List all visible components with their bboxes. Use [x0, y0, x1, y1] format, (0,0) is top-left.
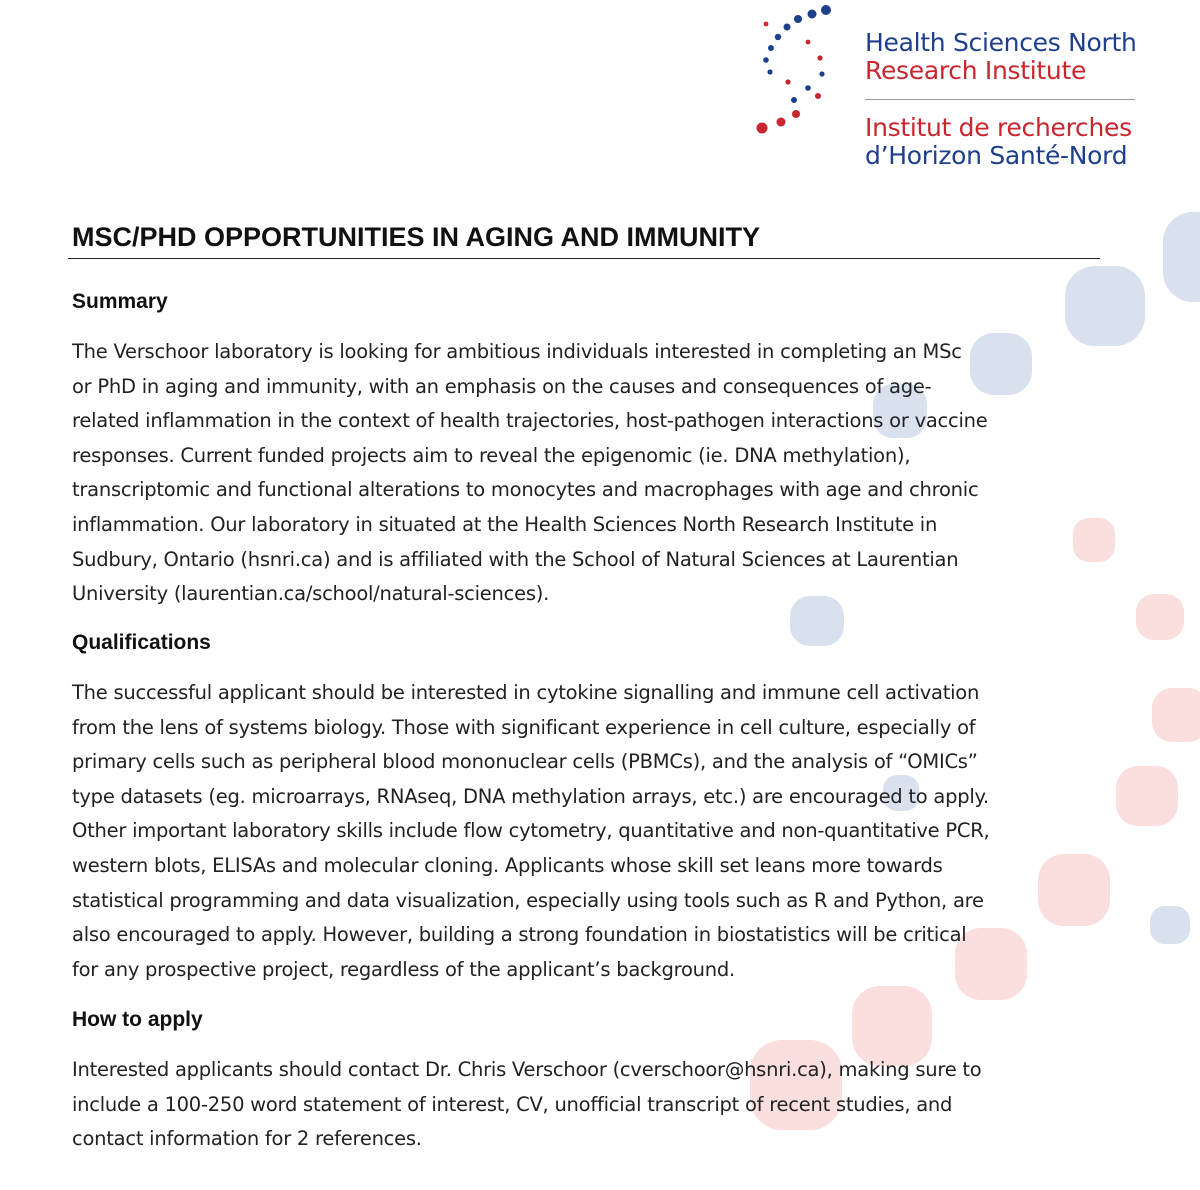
- paragraph-line: Interested applicants should contact Dr. Chris Verschoor (cverschoor@hsnri.ca), making sure to: [72, 1058, 982, 1081]
- paragraph-line: Sudbury, Ontario (hsnri.ca) and is affiliated with the School of Natural Sciences at Laurentian: [72, 547, 959, 571]
- org-name-en-line2: Research Institute: [865, 56, 1087, 85]
- paragraph-line: transcriptomic and functional alterations to monocytes and macrophages with age and chronic: [72, 478, 979, 502]
- paragraph-line: type datasets (eg. microarrays, RNAseq, DNA methylation arrays, etc.) are encouraged to apply.: [72, 784, 989, 808]
- paragraph-line: or PhD in aging and immunity, with an emphasis on the causes and consequences of age-: [72, 374, 932, 398]
- paragraph-line: include a 100-250 word statement of interest, CV, unofficial transcript of recent studies, and: [72, 1092, 953, 1116]
- document-title: MSC/PHD OPPORTUNITIES IN AGING AND IMMUNITY: [72, 222, 761, 252]
- institute-logo: [748, 0, 1148, 180]
- paragraph-line: also encouraged to apply. However, building a strong foundation in biostatistics will be critical: [72, 923, 967, 947]
- org-name-fr-line1: Institut de recherches: [865, 113, 1132, 142]
- logo-divider: [865, 99, 1135, 100]
- paragraph-line: The Verschoor laboratory is looking for ambitious individuals interested in completing an MSc: [72, 340, 962, 363]
- paragraph-line: inflammation. Our laboratory in situated at the Health Sciences North Research Institute in: [72, 512, 938, 536]
- paragraph-line: statistical programming and data visualization, especially using tools such as R and Python, are: [72, 888, 984, 912]
- section-body-how-to-apply: [72, 1053, 1102, 1157]
- paragraph-line: contact information for 2 references.: [72, 1127, 422, 1151]
- title-underline: [68, 258, 1100, 259]
- paragraph-line: The successful applicant should be interested in cytokine signalling and immune cell activation: [72, 681, 980, 704]
- section-heading-summary: Summary: [72, 290, 168, 313]
- dotted-s-logo-icon: [748, 0, 858, 180]
- section-body-summary: [72, 335, 1102, 612]
- paragraph-line: Other important laboratory skills include flow cytometry, quantitative and non-quantitative PCR,: [72, 819, 990, 843]
- section-body-qualifications: [72, 676, 1102, 987]
- paragraph-line: for any prospective project, regardless of the applicant’s background.: [72, 957, 735, 981]
- paragraph-line: primary cells such as peripheral blood mononuclear cells (PBMCs), and the analysis of “OMICs”: [72, 750, 978, 774]
- paragraph-line: from the lens of systems biology. Those with significant experience in cell culture, especially of: [72, 715, 976, 739]
- paragraph-line: western blots, ELISAs and molecular cloning. Applicants whose skill set leans more towards: [72, 853, 943, 877]
- org-name-fr-line2: d’Horizon Santé-Nord: [865, 141, 1128, 170]
- paragraph-line: responses. Current funded projects aim to reveal the epigenomic (ie. DNA methylation),: [72, 443, 911, 467]
- section-heading-how-to-apply: How to apply: [72, 1008, 203, 1031]
- paragraph-line: related inflammation in the context of health trajectories, host-pathogen interactions or vaccine: [72, 409, 988, 433]
- paragraph-line: University (laurentian.ca/school/natural-sciences).: [72, 582, 550, 606]
- org-name-en-line1: Health Sciences North: [865, 28, 1137, 57]
- section-heading-qualifications: Qualifications: [72, 631, 211, 654]
